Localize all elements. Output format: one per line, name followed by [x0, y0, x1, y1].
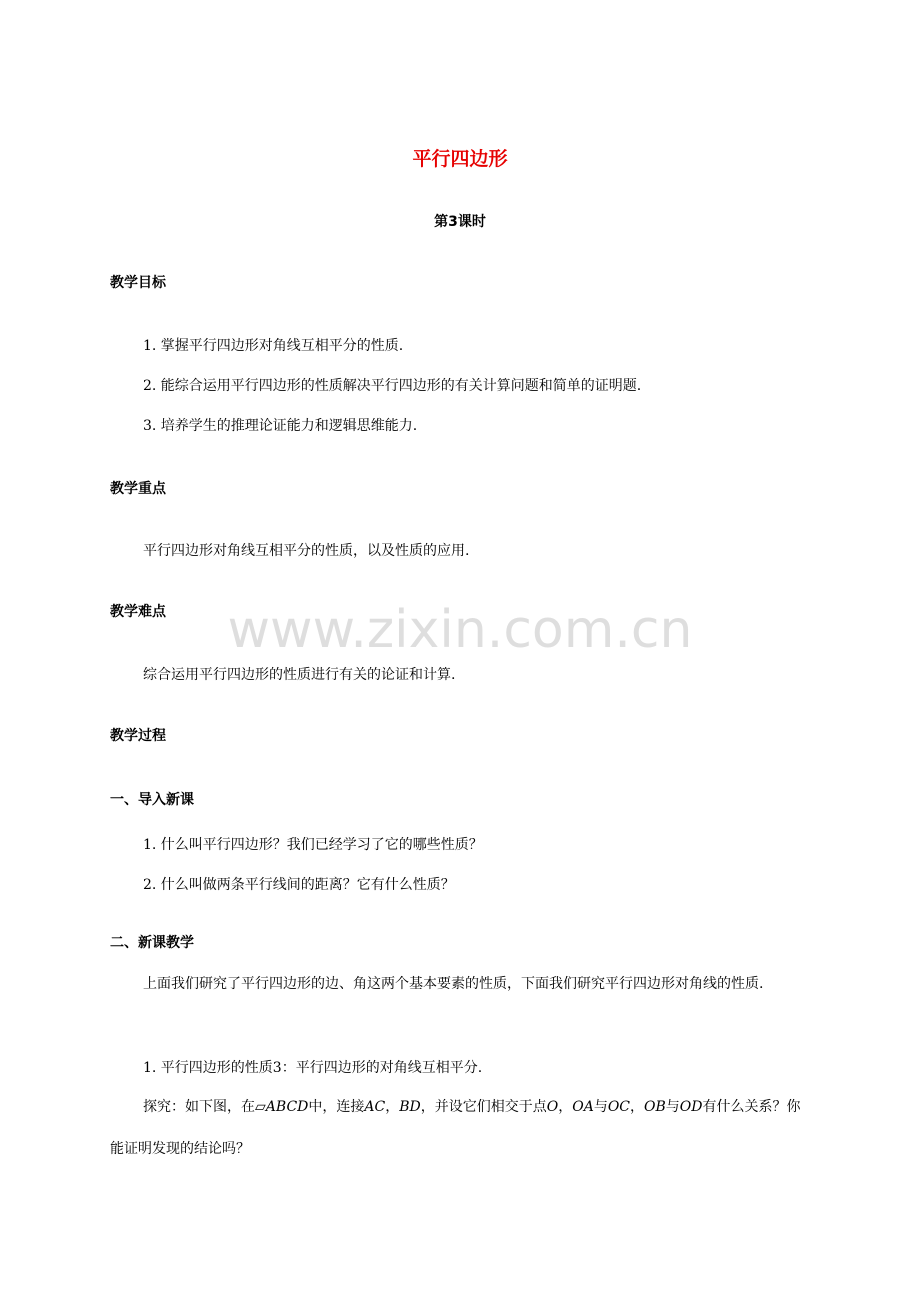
explore-text: ，: [630, 1099, 645, 1115]
explore-text: 有什么关系？你能证明发现的结论吗？: [110, 1099, 801, 1157]
explore-text: ，并设它们相交于点: [420, 1099, 547, 1115]
difficulties-text: 综合运用平行四边形的性质进行有关的论证和计算.: [143, 667, 456, 683]
difficulties-heading: 教学难点: [110, 604, 166, 620]
explore-text: 中，连接: [308, 1099, 365, 1115]
objectives-heading: 教学目标: [110, 275, 166, 291]
math-abcd: ABCD: [265, 1099, 309, 1115]
objective-item: 3. 培养学生的推理论证能力和逻辑思维能力.: [143, 418, 418, 434]
explore-text: 探究：如下图，在: [143, 1099, 255, 1115]
lesson-number: 第3课时: [434, 214, 486, 230]
explore-text: 与: [593, 1099, 608, 1115]
objective-item: 2. 能综合运用平行四边形的性质解决平行四边形的有关计算问题和简单的证明题.: [143, 378, 642, 394]
math-ac: AC: [364, 1099, 386, 1115]
explore-paragraph: [110, 1086, 810, 1170]
math-o: O: [546, 1099, 559, 1115]
math-ob: OB: [644, 1099, 666, 1115]
objective-item: 1. 掌握平行四边形对角线互相平分的性质.: [143, 338, 404, 354]
explore-text: ，: [385, 1099, 400, 1115]
key-points-text: 平行四边形对角线互相平分的性质，以及性质的应用.: [143, 543, 470, 559]
math-oc: OC: [607, 1099, 631, 1115]
intro-item: 1. 什么叫平行四边形？我们已经学习了它的哪些性质？: [143, 837, 483, 853]
intro-item: 2. 什么叫做两条平行线间的距离？它有什么性质？: [143, 877, 455, 893]
parallelogram-icon: ▱: [255, 1099, 266, 1115]
math-bd: BD: [399, 1099, 421, 1115]
math-od: OD: [679, 1099, 703, 1115]
property-3: 1. 平行四边形的性质3：平行四边形的对角线互相平分.: [143, 1060, 483, 1076]
key-points-heading: 教学重点: [110, 481, 166, 497]
explore-text: ，: [558, 1099, 573, 1115]
new-lesson-paragraph: 上面我们研究了平行四边形的边、角这两个基本要素的性质，下面我们研究平行四边形对角线的性质.: [143, 976, 764, 992]
explore-text: 与: [665, 1099, 680, 1115]
math-oa: OA: [572, 1099, 594, 1115]
document-title: 平行四边形: [412, 148, 508, 170]
watermark: www.zixin.com.cn: [227, 600, 693, 660]
process-heading: 教学过程: [110, 728, 166, 744]
intro-heading: 一、导入新课: [110, 792, 194, 808]
new-lesson-heading: 二、新课教学: [110, 935, 194, 951]
